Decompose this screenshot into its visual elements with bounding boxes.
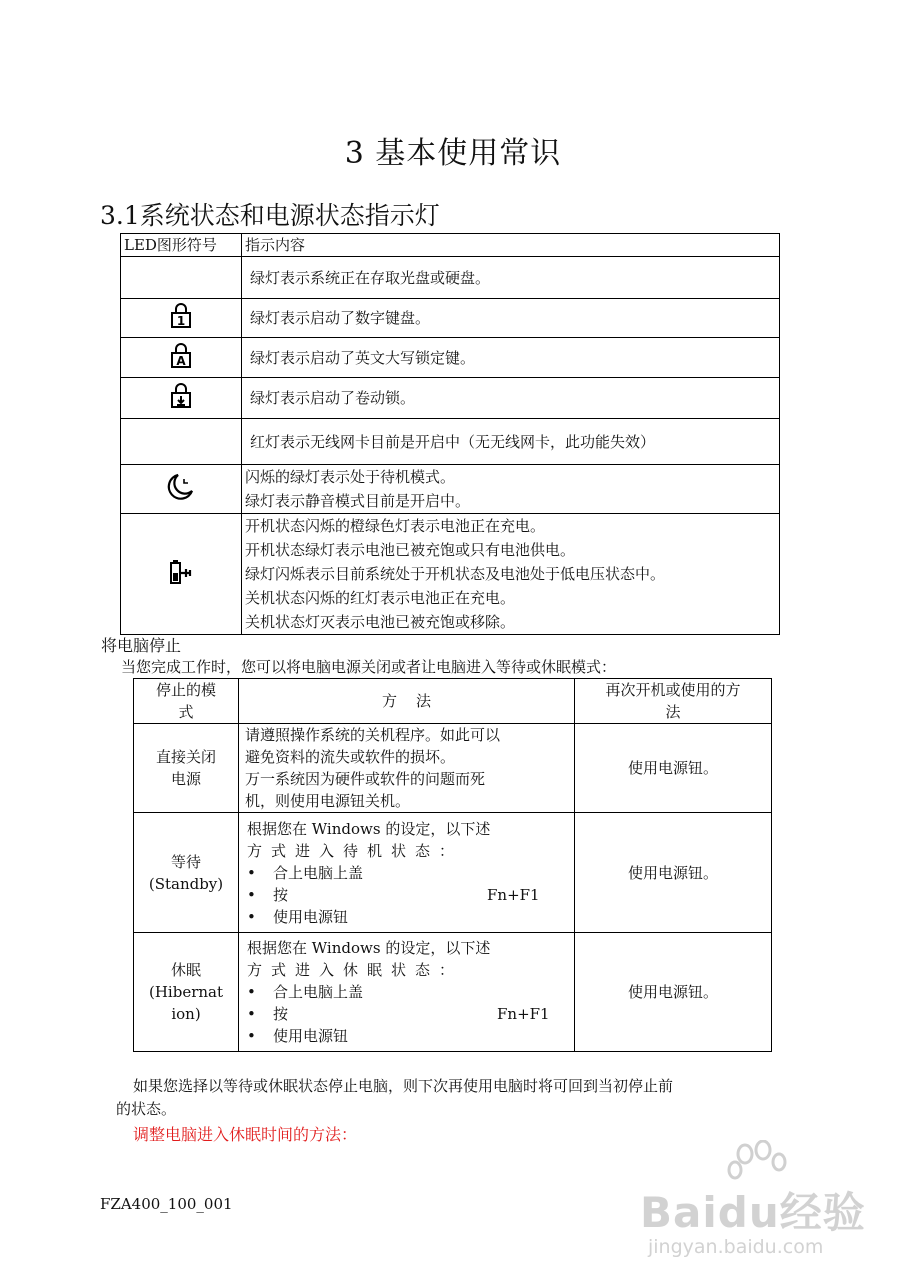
led-description-line: 关机状态闪烁的红灯表示电池正在充电。 xyxy=(245,589,516,607)
header-led-symbol: LED图形符号 xyxy=(121,234,242,257)
section-title: 3.1系统状态和电源状态指示灯 xyxy=(100,201,440,230)
hotkey-label: Fn+F1 xyxy=(497,1005,550,1023)
led-icon-cell xyxy=(121,257,242,299)
header-resume: 再次开机或使用的方 xyxy=(605,681,741,699)
header-method: 方 法 xyxy=(239,679,575,724)
table-row xyxy=(121,257,780,299)
header-resume: 法 xyxy=(665,703,681,721)
table-row xyxy=(121,465,780,514)
table-row xyxy=(134,724,772,813)
bullet-icon: • xyxy=(247,1005,256,1023)
table-row xyxy=(134,933,772,1052)
table-row xyxy=(121,338,780,378)
bullet-icon: • xyxy=(247,1027,256,1045)
header-mode: 停止的模 xyxy=(155,681,216,699)
header-indication: 指示内容 xyxy=(242,234,780,257)
num-lock-icon xyxy=(170,303,192,329)
bullet-icon: • xyxy=(247,863,256,882)
table-row xyxy=(121,378,780,419)
standby-moon-icon xyxy=(166,472,196,502)
bullet-icon: • xyxy=(247,907,256,926)
stop-heading: 将电脑停止 xyxy=(101,636,182,655)
red-subheading: 调整电脑进入休眠时间的方法： xyxy=(133,1125,358,1144)
bullet-icon: • xyxy=(247,983,256,1001)
watermark-url: jingyan.baidu.com xyxy=(648,1236,824,1258)
header-mode: 式 xyxy=(178,703,194,721)
footer-code: FZA400_100_001 xyxy=(100,1195,233,1213)
led-description: 红灯表示无线网卡目前是开启中（无无线网卡，此功能失效） xyxy=(242,419,780,465)
led-description-line: 闪烁的绿灯表示处于待机模式。 xyxy=(245,468,456,486)
led-description-line: 开机状态绿灯表示电池已被充饱或只有电池供电。 xyxy=(245,541,576,559)
closing-paragraph-end: 的状态。 xyxy=(116,1100,177,1118)
mode-name: (Standby) xyxy=(148,874,224,893)
bullet-item: • 合上电脑上盖 xyxy=(247,983,364,1001)
watermark-brand: Baidu经验 xyxy=(640,1188,866,1237)
svg-text:A: A xyxy=(176,353,186,368)
mode-name: 直接关闭 xyxy=(155,748,216,766)
bullet-item: • 使用电源钮 xyxy=(247,1027,349,1045)
led-table-header xyxy=(121,234,780,257)
bullet-item: • 合上电脑上盖 xyxy=(247,863,364,882)
method-line: 请遵照操作系统的关机程序。如此可以 xyxy=(245,726,501,744)
closing-paragraph: 如果您选择以等待或休眠状态停止电脑，则下次再使用电脑时将可回到当初停止前 xyxy=(133,1077,674,1095)
bullet-icon: • xyxy=(247,885,256,904)
method-line: 根据您在 Windows 的设定，以下述 xyxy=(247,939,491,957)
led-description-line: 关机状态灯灭表示电池已被充饱或移除。 xyxy=(245,613,516,631)
resume-method: 使用电源钮。 xyxy=(575,813,772,933)
bullet-item: • 按 Fn+F1 xyxy=(247,885,540,904)
bullet-item: • 使用电源钮 xyxy=(247,907,349,926)
led-description: 绿灯表示启动了数字键盘。 xyxy=(242,299,780,338)
method-line: 方式进入待机状态： xyxy=(247,841,464,860)
table-row xyxy=(121,299,780,338)
chapter-title: 3 基本使用常识 xyxy=(344,136,562,171)
mode-name: 电源 xyxy=(170,770,201,788)
table-row xyxy=(121,419,780,465)
led-description: 绿灯表示启动了英文大写锁定键。 xyxy=(242,338,780,378)
hotkey-label: Fn+F1 xyxy=(487,885,540,904)
led-description: 绿灯表示启动了卷动锁。 xyxy=(242,378,780,419)
led-description: 绿灯表示系统正在存取光盘或硬盘。 xyxy=(242,257,780,299)
scroll-lock-icon xyxy=(170,383,192,409)
led-description-line: 绿灯表示静音模式目前是开启中。 xyxy=(245,492,471,510)
method-line: 方式进入休眠状态： xyxy=(247,961,464,979)
mode-name: ion) xyxy=(171,1005,201,1023)
method-line: 根据您在 Windows 的设定，以下述 xyxy=(247,819,491,838)
stop-intro: 当您完成工作时，您可以将电脑电源关闭或者让电脑进入等待或休眠模式： xyxy=(121,658,617,676)
method-line: 机，则使用电源钮关机。 xyxy=(245,792,411,810)
stop-mode-table xyxy=(133,678,772,1052)
mode-name: 休眠 xyxy=(170,961,201,979)
caps-lock-icon xyxy=(170,343,192,369)
table-row xyxy=(134,813,772,933)
table-row xyxy=(121,514,780,635)
method-line: 万一系统因为硬件或软件的问题而死 xyxy=(245,770,486,788)
led-description-line: 绿灯闪烁表示目前系统处于开机状态及电池处于低电压状态中。 xyxy=(245,565,666,583)
mode-name: 等待 xyxy=(170,852,201,871)
mode-name: (Hibernat xyxy=(148,983,223,1001)
battery-plug-icon xyxy=(168,557,194,587)
led-icon-cell xyxy=(121,419,242,465)
led-table xyxy=(120,233,780,635)
stop-table-header xyxy=(134,679,772,724)
svg-text:1: 1 xyxy=(176,314,186,328)
bullet-item: • 按 Fn+F1 xyxy=(247,1005,550,1023)
resume-method: 使用电源钮。 xyxy=(575,724,772,813)
baidu-watermark xyxy=(640,1140,870,1270)
method-line: 避免资料的流失或软件的损坏。 xyxy=(245,748,456,766)
resume-method: 使用电源钮。 xyxy=(575,933,772,1052)
led-description-line: 开机状态闪烁的橙绿色灯表示电池正在充电。 xyxy=(245,517,546,535)
